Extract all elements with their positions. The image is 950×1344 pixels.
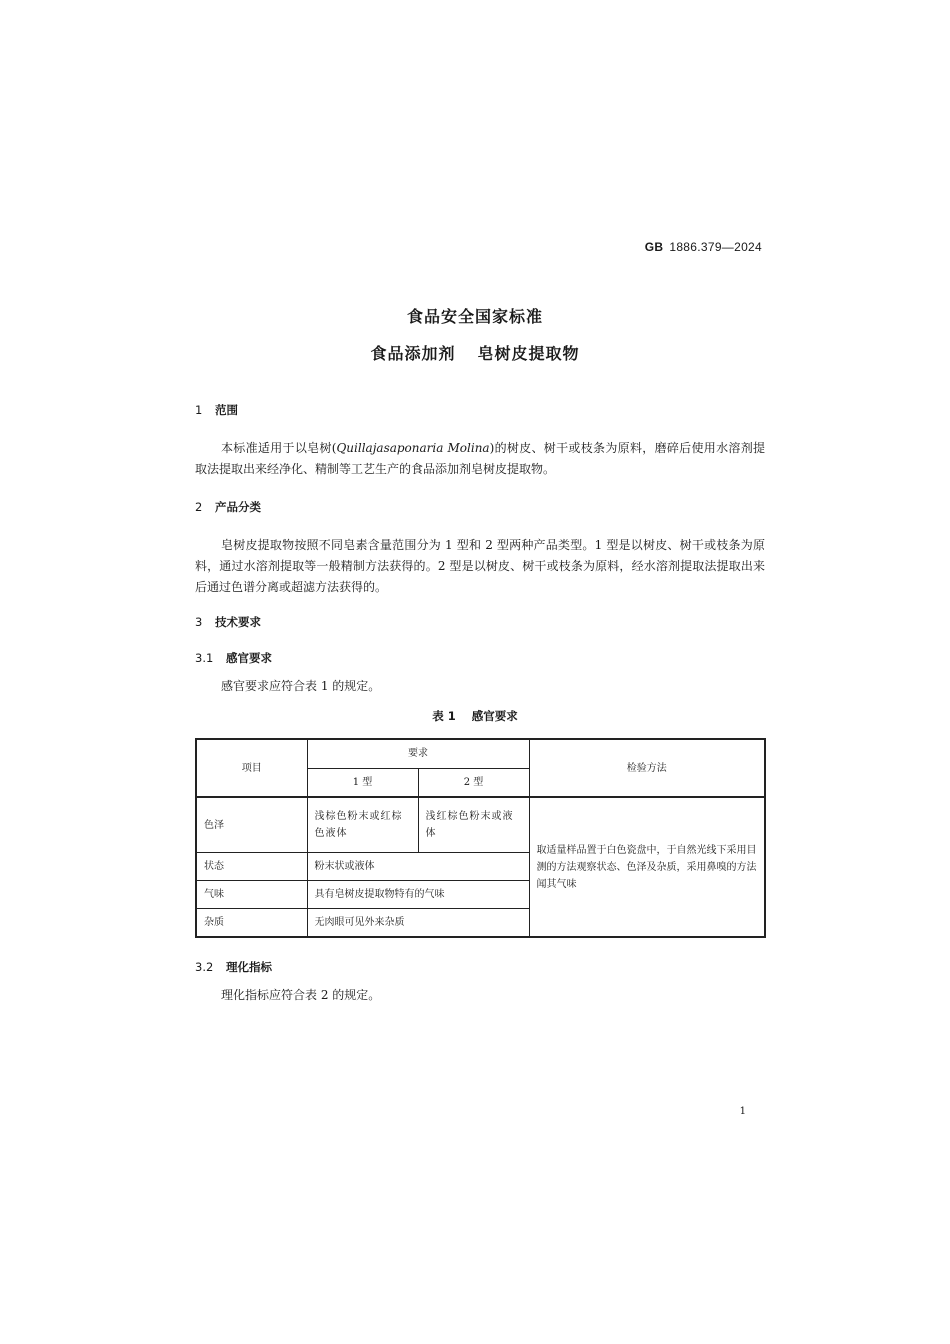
- section-3-heading: [195, 614, 261, 630]
- table-title: 感官要求: [471, 709, 518, 723]
- section-title: 技术要求: [215, 615, 261, 629]
- section-3-2-heading: [195, 959, 272, 975]
- page-number: 1: [739, 1106, 746, 1117]
- section-number: 2: [195, 500, 203, 514]
- header-type2: 2 型: [418, 768, 529, 797]
- row-item: 气味: [196, 881, 307, 909]
- section-3-1-text: 感官要求应符合表 1 的规定。: [221, 679, 381, 693]
- row-type2-value: 浅红棕色粉末或液体: [418, 797, 529, 853]
- subtitle-category: 食品添加剂: [370, 344, 456, 363]
- section-2-text: 皂树皮提取物按照不同皂素含量范围分为 1 型和 2 型两种产品类型。1 型是以树皮、树干或枝条为原料，通过水溶剂提取等一般精制方法获得的。2 型是以树皮、树干或枝条为原料，经水溶剂提取法提取出来后通过色谱分离或超滤方法获得的。: [195, 538, 765, 594]
- row-value: 无肉眼可见外来杂质: [307, 909, 529, 938]
- section-2-heading: [195, 499, 261, 515]
- subtitle-product: 皂树皮提取物: [477, 344, 580, 363]
- header-item: 项目: [196, 739, 307, 797]
- section-number: 3.2: [195, 960, 214, 974]
- table-1: [195, 738, 766, 938]
- row-item: 色泽: [196, 797, 307, 853]
- section-title: 理化指标: [226, 960, 272, 974]
- row-item: 杂质: [196, 909, 307, 938]
- section-title: 产品分类: [215, 500, 261, 514]
- header-type1: 1 型: [307, 768, 418, 797]
- section-1-text: [195, 438, 765, 480]
- row-value: 粉末状或液体: [307, 853, 529, 881]
- row-value: 具有皂树皮提取物特有的气味: [307, 881, 529, 909]
- section-title: 范围: [215, 403, 238, 417]
- header-requirement: 要求: [307, 739, 529, 768]
- standard-prefix: GB: [644, 240, 664, 254]
- table-1-caption: [0, 708, 950, 724]
- header-method: 检验方法: [529, 739, 765, 797]
- table-row: [196, 797, 765, 853]
- table-number: 表 1: [432, 709, 456, 723]
- latin-name: Quillajasaponaria Molina: [336, 441, 490, 455]
- section-3-1-heading: [195, 650, 272, 666]
- section-3-2-text: 理化指标应符合表 2 的规定。: [221, 988, 381, 1002]
- document-title: 食品安全国家标准: [406, 307, 543, 326]
- section-number: 3.1: [195, 651, 214, 665]
- section-1-heading: [195, 402, 238, 418]
- section-number: 3: [195, 615, 203, 629]
- text-segment: )的树皮、树干或枝条为原料，磨碎后使用水溶剂提取法提取出来经净化、精制等工艺生产的食品添加剂皂树皮提取物。: [195, 441, 766, 476]
- standard-code: 1886.379—2024: [669, 240, 762, 254]
- document-subtitle: [0, 341, 950, 364]
- row-type1-value: 浅棕色粉末或红棕色液体: [307, 797, 418, 853]
- standard-number: [645, 240, 762, 254]
- section-title: 感官要求: [226, 651, 272, 665]
- method-description: 取适量样品置于白色瓷盘中，于自然光线下采用目测的方法观察状态、色泽及杂质，采用鼻嗅的方法闻其气味: [529, 797, 765, 937]
- section-number: 1: [195, 403, 203, 417]
- text-segment: 本标准适用于以皂树(: [221, 441, 337, 455]
- row-item: 状态: [196, 853, 307, 881]
